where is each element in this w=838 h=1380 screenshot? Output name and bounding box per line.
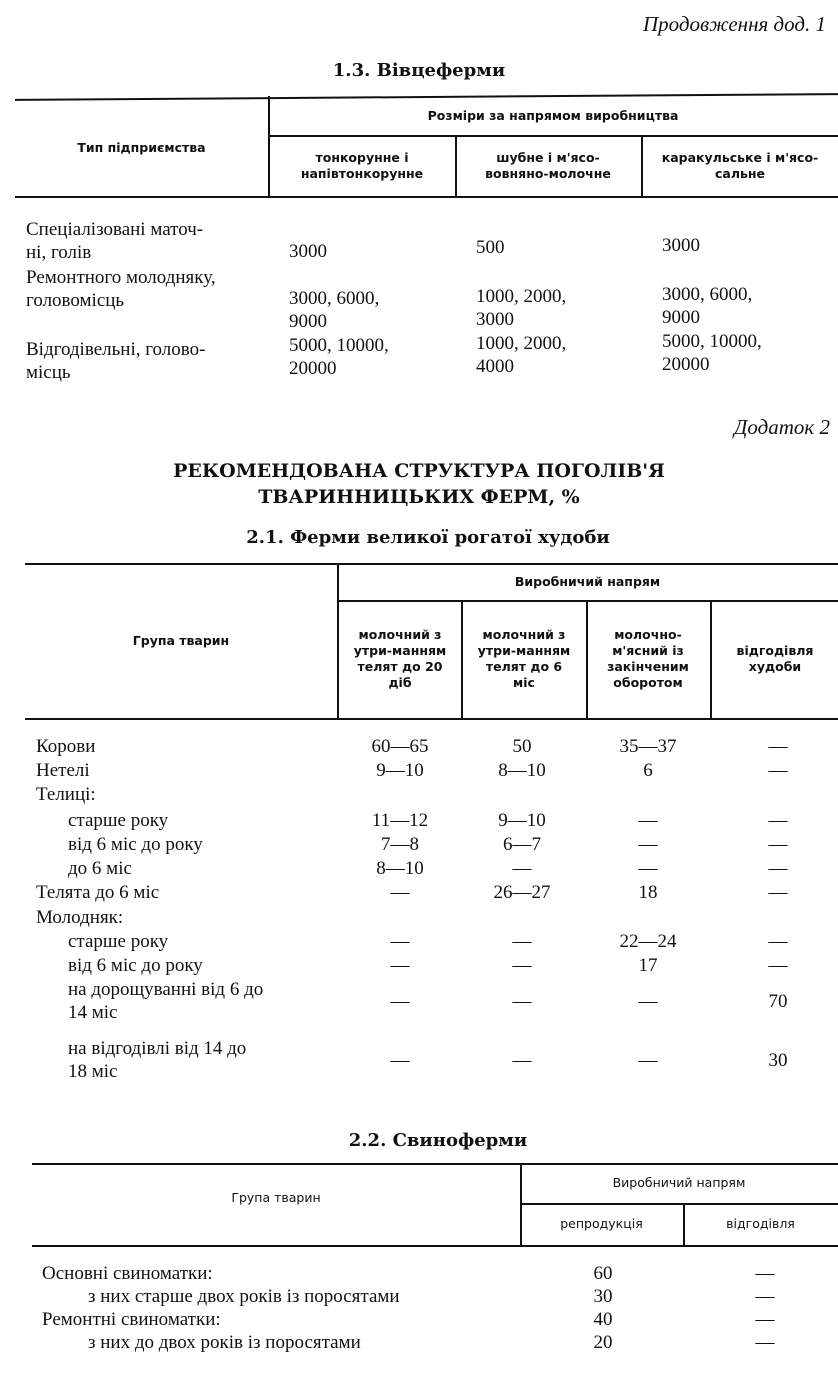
cell: — [512, 931, 532, 952]
row-label: Нетелі [36, 760, 90, 781]
table-13-title: 1.3. Вівцеферми [332, 60, 506, 81]
table-21-title: 2.1. Ферми великої рогатої худоби [246, 527, 610, 548]
column-header: відгодівля худоби [736, 643, 814, 674]
cell: — [768, 760, 788, 781]
cell: 5000, 10000, 20000 [662, 331, 762, 375]
row-label: до 6 міс [68, 858, 132, 879]
cell: — [390, 931, 410, 952]
cell: 17 [638, 955, 658, 976]
column-header: каракульське і м'ясо-сальне [661, 150, 819, 181]
cell: — [768, 858, 788, 879]
cell: 30 [593, 1286, 613, 1307]
cell: 9—10 [376, 760, 424, 781]
cell: 26—27 [493, 882, 551, 903]
cell: 40 [593, 1309, 613, 1330]
cell: 50 [512, 736, 532, 757]
header-animal-group: Група тварин [231, 1190, 321, 1205]
cell: 3000 [289, 241, 327, 262]
cell: 6—7 [503, 834, 541, 855]
row-label: Ремонтні свиноматки: [42, 1309, 221, 1330]
row-label: від 6 міс до року [68, 955, 203, 976]
header-group: Розміри за напрямом виробництва [427, 107, 679, 123]
cell: — [755, 1332, 775, 1353]
cell: 22—24 [619, 931, 677, 952]
cell: 7—8 [381, 834, 419, 855]
cell: 60—65 [371, 736, 429, 757]
header-type: Тип підприємства [77, 140, 206, 155]
cell: 35—37 [619, 736, 677, 757]
cell: — [512, 991, 532, 1012]
header-animal-group: Група тварин [132, 632, 230, 648]
row-label: Основні свиноматки: [42, 1263, 213, 1284]
column-header: репродукція [560, 1216, 643, 1231]
cell: 30 [768, 1050, 788, 1071]
header-group: Виробничий напрям [514, 573, 661, 589]
row-label: старше року [68, 931, 169, 952]
cell: — [768, 882, 788, 903]
cell: 18 [638, 882, 658, 903]
row-label: Відгодівельні, голово- місць [26, 339, 206, 383]
cell: 6 [643, 760, 653, 781]
cell: — [755, 1286, 775, 1307]
row-label: на дорощуванні від 6 до 14 міс [68, 979, 264, 1023]
cell: 1000, 2000, 3000 [476, 286, 567, 330]
row-label: Ремонтного молодняку, головомісць [26, 267, 216, 311]
cell: — [768, 810, 788, 831]
column-header: тонкорунне і напівтонкорунне [300, 150, 424, 181]
cell: — [638, 991, 658, 1012]
cell: — [768, 955, 788, 976]
cell: 8—10 [376, 858, 424, 879]
row-label: Телята до 6 міс [36, 882, 160, 903]
row-label: Телиці: [36, 784, 96, 805]
row-label: Спеціалізовані маточ- ні, голів [26, 219, 204, 263]
cell: — [768, 736, 788, 757]
cell: — [768, 931, 788, 952]
cell: 20 [593, 1332, 613, 1353]
cell: 3000, 6000, 9000 [662, 284, 753, 328]
cell: — [638, 858, 658, 879]
row-label: Молодняк: [36, 907, 124, 928]
cell: 11—12 [371, 810, 429, 831]
cell: — [638, 810, 658, 831]
cell: — [768, 834, 788, 855]
appendix-label: Додаток 2 [734, 415, 830, 439]
row-label: від 6 міс до року [68, 834, 203, 855]
cell: — [638, 834, 658, 855]
cell: 500 [476, 237, 505, 258]
column-header: молочний з утри-манням телят до 20 діб [353, 627, 447, 690]
row-label: старше року [68, 810, 169, 831]
column-header: молочно-м'ясний із закінченим оборотом [607, 627, 689, 690]
cell: — [390, 991, 410, 1012]
column-header: шубне і м'ясо-вовняно-молочне [485, 150, 611, 181]
cell: 60 [593, 1263, 613, 1284]
cell: 5000, 10000, 20000 [289, 335, 389, 379]
cell: — [512, 858, 532, 879]
header-group: Виробничий напрям [612, 1175, 746, 1190]
cell: 9—10 [498, 810, 546, 831]
cell: — [638, 1050, 658, 1071]
table-22-title: 2.2. Свиноферми [348, 1130, 528, 1151]
cell: — [390, 882, 410, 903]
cell: — [390, 1050, 410, 1071]
continuation-label: Продовження дод. 1 [642, 12, 826, 36]
main-title: РЕКОМЕНДОВАНА СТРУКТУРА ПОГОЛІВ'Я ТВАРИННИЦЬКИХ ФЕРМ, % [173, 460, 665, 508]
cell: — [390, 955, 410, 976]
cell: 3000 [662, 235, 700, 256]
cell: — [512, 1050, 532, 1071]
cell: 3000, 6000, 9000 [289, 288, 380, 332]
cell: 70 [768, 991, 788, 1012]
row-label: на відгодівлі від 14 до 18 міс [68, 1038, 247, 1082]
column-header: молочний з утри-манням телят до 6 міс [477, 627, 571, 690]
row-label: Корови [36, 736, 96, 757]
cell: 1000, 2000, 4000 [476, 333, 567, 377]
cell: — [755, 1263, 775, 1284]
column-header: відгодівля [726, 1216, 795, 1231]
cell: 8—10 [498, 760, 546, 781]
row-label: з них до двох років із поросятами [88, 1332, 361, 1353]
row-label: з них старше двох років із поросятами [88, 1286, 400, 1307]
cell: — [512, 955, 532, 976]
cell: — [755, 1309, 775, 1330]
